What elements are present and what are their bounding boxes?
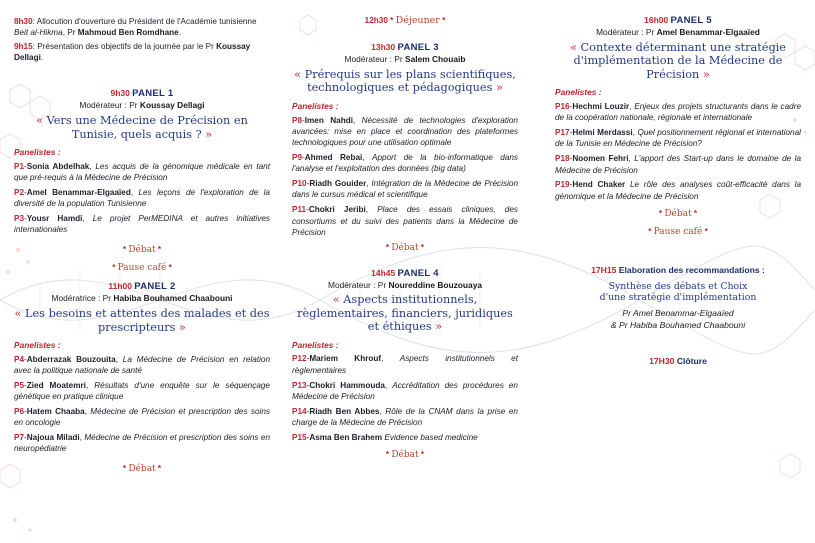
panel-5-header: 16h00 PANEL 5 <box>644 15 712 26</box>
panel-4-title: « Aspects institutionnels, règlementaires, financiers, juridiques et éthiques » <box>297 293 513 334</box>
panel-1-moderator: Modérateur : Pr Koussay Dellagi <box>79 100 205 111</box>
panelist-item: P4-Abderrazak Bouzouita, La Médecine de Précision en relation avec la politique nationale de santé <box>14 354 270 376</box>
debat-label: * Débat * <box>385 243 425 254</box>
panelistes-label: Panelistes : <box>292 100 339 111</box>
panelistes-label: Panelistes : <box>14 147 61 158</box>
program-column-3 <box>555 0 801 367</box>
panelist-item: P18-Noomen Fehri, L'apport des Start-up dans le domaine de la Médecine de Précision <box>555 154 801 175</box>
opening-item: 9h15: Présentation des objectifs de la journée par le Pr Koussay Dellagi. <box>14 41 251 62</box>
panelist-item: P8-Imen Nahdi, Nécessité de technologies d'exploration avancées: mise en place et coordination des plateformes technologiques pour une utilisation optimale <box>292 115 518 148</box>
panel-1-title: « Vers une Médecine de Précision en Tunisie, quels acquis ? » <box>36 113 248 141</box>
panel-4-header: 14h45 PANEL 4 <box>371 267 439 279</box>
panel-3-title: « Prérequis sur les plans scientifiques, technologiques et pédagogiques » <box>294 67 516 95</box>
opening-item: 8h30: Allocution d'ouverture du Président de l'Académie tunisienne Beit al-Hikma, Pr Mahmoud Ben Romdhane. <box>14 17 257 38</box>
pause-cafe-label: * Pause café * <box>112 262 172 273</box>
closing-line: 17H30 Clôture <box>649 355 707 366</box>
panelist-item: P16-Hechmi Louzir, Enjeux des projets structurants dans le cadre de la coopération nationale, régionale et internationale <box>555 101 801 123</box>
panelist-item: P7-Najoua Miladi, Médecine de Précision et prescription des soins en neuropédiatrie <box>14 433 270 454</box>
panel-5-moderator: Modérateur : Pr Amel Benammar-Elgaaïed <box>596 27 760 38</box>
panelist-item: P17-Helmi Merdassi, Quel positionnement régional et international de la Tunisie en Médecine de Précision? <box>555 128 801 149</box>
panel-3-moderator: Modérateur : Pr Salem Chouaib <box>344 54 466 65</box>
panelist-item: P9-Ahmed Rebai, Apport de la bio-informatique dans l'analyse et l'exploitation des données (big data) <box>292 152 518 174</box>
pause-cafe-label: * Pause café * <box>648 227 708 238</box>
panelist-item: P15-Asma Ben Brahem Evidence based medicine <box>292 432 478 442</box>
panelist-item: P13-Chokri Hammouda, Accréditation des procédures en Médecine de Précision <box>292 380 518 401</box>
panel-2-header: 11h00 PANEL 2 <box>108 281 176 293</box>
panel-3-header: 13h30 PANEL 3 <box>371 42 439 54</box>
program-column-2 <box>292 0 518 468</box>
panel-2-moderator: Modératrice : Pr Habiba Bouhamed Chaabouni <box>51 293 233 304</box>
recommendations-presenters: Pr Amel Benammar-Elgaaïed & Pr Habiba Bouhamed Chaabouni <box>610 307 746 330</box>
panelist-item: P1-Sonia Abdelhak, Les acquis de la génomique médicale en tant que pré-requis à la Médecine de Précision <box>14 161 270 182</box>
panelist-item: P10-Riadh Gouider, Intégration de la Médecine de Précision dans le cursus médical et scientifique <box>292 179 518 200</box>
recommendations-heading: 17H15 Elaboration des recommandations : <box>591 264 765 275</box>
debat-label: * Débat * <box>122 463 162 474</box>
debat-label: * Débat * <box>122 244 162 255</box>
panel-1-header: 9h30 PANEL 1 <box>110 88 174 100</box>
panelist-item: P19-Hend Chaker Le rôle des analyses coût-efficacité dans la génomique et la Médecine de Précision <box>555 180 801 201</box>
panel-4-moderator: Modérateur : Pr Noureddine Bouzouaya <box>327 279 483 290</box>
panelist-item: P14-Riadh Ben Abbes, Rôle de la CNAM dans la prise en charge de la Médecine de Précision <box>292 406 518 428</box>
panelist-item: P3-Yousr Hamdi, Le projet PerMEDINA et autres initiatives internationales <box>14 213 270 235</box>
panelist-item: P5-Zied Moatemri, Résultats d'une enquête sur le séquençage génétique en pratique clinique <box>14 380 270 402</box>
panelist-item: P2-Amel Benammar-Elgaaïed, Les leçons de l'exploration de la diversité de la population Tunisienne <box>14 187 270 209</box>
lunch-line: 12h30 * Déjeuner * <box>364 15 446 26</box>
debat-label: * Débat * <box>385 450 425 461</box>
program-column-1 <box>14 0 270 481</box>
recommendations-subtitle: Synthèse des débats et Choix d'une stratégie d'implémentation <box>599 280 757 304</box>
opening-time: 9h15 <box>14 41 33 51</box>
panelist-item: P6-Hatem Chaaba, Médecine de Précision et prescription des soins en oncologie <box>14 406 270 428</box>
debat-label: * Débat * <box>658 208 698 219</box>
panel-5-title: « Contexte déterminant une stratégie d'implémentation de la Médecine de Précision » <box>570 40 786 81</box>
panelist-item: P11-Chokri Jeribi, Place des essais cliniques, des consortiums et du suivi des patients dans la Médecine de Précision <box>292 205 518 237</box>
panelistes-label: Panelistes : <box>292 339 339 350</box>
panelist-item: P12-Mariem Khrouf, Aspects institutionnels et règlementaires <box>292 354 518 375</box>
panel-2-title: « Les besoins et attentes des malades et des prescripteurs » <box>14 307 270 334</box>
panelistes-label: Panelistes : <box>14 340 61 351</box>
opening-time: 8h30 <box>14 17 33 26</box>
panelistes-label: Panelistes : <box>555 87 602 98</box>
